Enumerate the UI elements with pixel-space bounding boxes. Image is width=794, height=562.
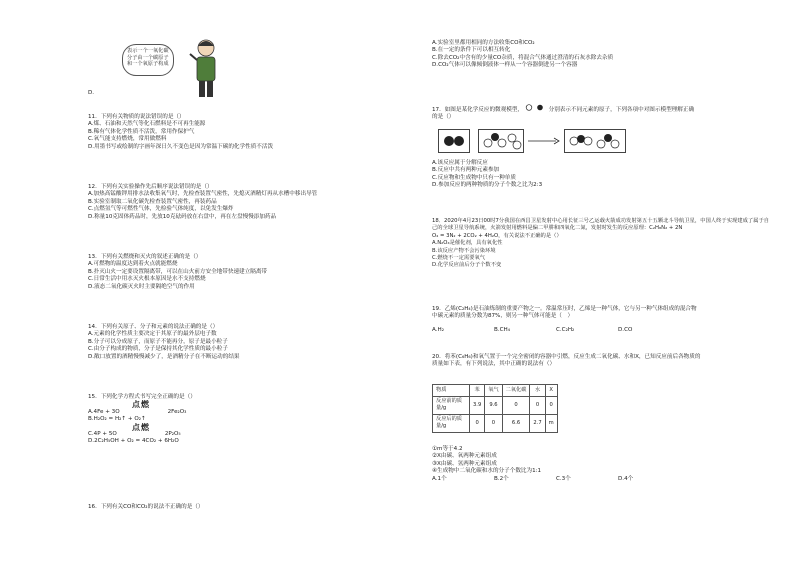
question-line: C.由分子构成的物质，分子是保持其化学性质的最小粒子: [88, 346, 228, 353]
question-line: 的是（）: [432, 114, 455, 121]
option-c-right: 2P₂O₅: [164, 431, 181, 438]
question-line: B.实验室制取二氧化碳先检查装置气密性，再装药品: [88, 198, 217, 205]
question-19: [432, 306, 697, 334]
table-cell: 0: [545, 397, 557, 415]
statement-line: ①m等于4.2: [432, 446, 463, 452]
question-14: [88, 324, 240, 361]
table-cell: 0: [485, 414, 502, 432]
question-line: 12．下列有关实验操作先后顺序说法错误的是（）: [88, 184, 213, 190]
table-header: 二氧化碳: [502, 385, 530, 397]
reactant-box-2: [478, 129, 524, 153]
question-line: B.扑灭山火一定要设置隔离带，可以在山火前方安全地带快速建立隔离带: [88, 268, 268, 275]
table-cell: 3.9: [470, 397, 485, 415]
option-line: B.反应中共有两种元素参加: [432, 167, 500, 174]
question-line: A.煤、石油和天然气等化石燃料是不可再生能源: [88, 121, 206, 128]
table-header: 物质: [433, 385, 470, 397]
product-molecules-icon: [565, 130, 625, 152]
statement-line: ④生成物中二氧化碳和水的分子个数比为1:1: [432, 468, 542, 475]
product-box: [564, 129, 626, 153]
table-cell: 0: [530, 397, 545, 415]
table-header-row: [433, 385, 558, 397]
question-line: A.元素的化学性质主要决定于其原子的最外层电子数: [88, 331, 217, 338]
option-b: B.CH₄: [494, 326, 510, 333]
q19-options: [432, 327, 697, 334]
arrow-icon: [528, 137, 560, 145]
table-cell: 9.6: [485, 397, 502, 415]
option-c: C.C₂H₂: [556, 326, 575, 333]
option-a: A.1个: [432, 475, 447, 482]
option-d: D.2C₂H₅OH + O₂ = 4CO₂ + 6H₂O: [88, 438, 179, 445]
question-line: 19．乙烯(C₂H₄)是石油炼制的重要产物之一。常温常压时，乙烯是一种气体，它与另一种气体组成的混合物: [432, 306, 697, 312]
option-line: D.参加反应的两种物质的分子个数之比为2:3: [432, 182, 543, 189]
question-line: D.液态二氧化碳灭火时主要隔绝空气的作用: [88, 283, 195, 290]
bubble-line: 表示一个一氧化碳: [127, 48, 169, 54]
statement-line: ②X由碳、氧两种元素组成: [432, 453, 497, 460]
option-a: A.H₂: [432, 326, 444, 333]
table-cell: 2.7: [530, 414, 545, 432]
table-cell: 6.6: [502, 414, 530, 432]
question-11: [88, 114, 273, 151]
question-12: [88, 184, 317, 221]
question-line: 15．下列化学方程式书写完全正确的是（）: [88, 394, 196, 400]
q20-options: [432, 476, 633, 483]
question-line: 质量如下表，有下列说法，其中正确的说法有（）: [432, 361, 556, 368]
question-20-statements: [432, 446, 633, 483]
reaction-model-diagram: [438, 129, 678, 155]
question-line: 18．2020年4月23日00时7分我国在西昌卫星发射中心用长征三号乙运载火箭成功发射第五十五颗北斗导航卫星，中国人终于实现建成了属于自: [432, 218, 770, 224]
question-line: A.加热高锰酸钾用排水法收集氧气时，先检查装置气密性，先熄灭酒精灯再从水槽中移出导管: [88, 191, 318, 198]
question-18: [432, 218, 769, 270]
question-17: [432, 104, 694, 122]
question-line: 14．下列有关原子、分子和元素的说法正确的是（）: [88, 324, 219, 330]
q17-title-b: 分别表示不同元素的原子，下列各项中对图示模型理解正确: [548, 107, 695, 113]
question-line: O₄ = 3N₂ + 2CO₂ + 4H₂O，有关说法不正确的是（）: [432, 232, 562, 239]
option-b: B.2个: [494, 475, 509, 482]
option-line: A.该反应属于分解反应: [432, 160, 488, 166]
question-15: [88, 394, 196, 446]
option-d-label: D.: [88, 90, 95, 96]
question-line: C.点燃氢气等可燃性气体，先检验气体纯度，以免发生爆炸: [88, 206, 234, 213]
table-header: 氧气: [485, 385, 502, 397]
option-a-right: 2Fe₂O₃: [167, 408, 187, 415]
table-cell: 反应前的质量/g: [433, 397, 470, 415]
mass-table: [432, 384, 558, 433]
option-line: C.除去CO₂中含有的少量CO杂质，将混合气体通过澄清的石灰水除去杂质: [432, 54, 614, 61]
question-line: D.称量10克固体药品时，先放10克砝码放在右盘中，再在左盘慢慢添加药品: [88, 213, 277, 220]
table-row: [433, 397, 558, 415]
question-line: C.燃烧不一定需要氧气: [432, 255, 486, 262]
table-cell: 0: [470, 414, 485, 432]
table-header: 水: [530, 385, 545, 397]
question-16-title: 16．下列有关CO和CO₂的说法不正确的是（）: [88, 504, 204, 510]
question-line: D.敞口放置的酒精慢慢减少了，是酒精分子在不断运动的结果: [88, 353, 240, 360]
question-line: D.化学反应前后分子个数不变: [432, 262, 502, 269]
ignite-condition: 点燃: [132, 422, 150, 432]
table-header: 苯: [470, 385, 485, 397]
question-line: B.稀有气体化学性质不活泼，常用作保护气: [88, 128, 195, 135]
option-line: C.反应物和生成物中只有一种单质: [432, 174, 516, 181]
black-atoms-icon: [439, 130, 469, 152]
bubble-line: 和一个氧原子构成: [127, 61, 169, 68]
q17-title-a: 17．如图是某化学反应的微观模型，: [432, 107, 524, 113]
table-cell: 反应后的质量/g: [433, 414, 470, 432]
question-line: 中碳元素的质量分数为87%，则另一种气体可能是（ ）: [432, 313, 574, 320]
option-c: [88, 431, 196, 438]
option-d: D.CO: [618, 326, 633, 333]
option-b: B.H₂O₂ = H₂↑ + O₂↑: [88, 416, 146, 423]
statement-line: ③X由碳、氢两种元素组成: [432, 460, 497, 467]
question-line: D.用墨书写或绘制的字画年深日久不变色是因为常温下碳的化学性质不活泼: [88, 143, 274, 150]
question-line: B.该反应产物不会污染环境: [432, 247, 496, 254]
table-cell: 0: [502, 397, 530, 415]
question-16-options: [432, 40, 613, 70]
option-c-left: C.4P + 5O: [88, 431, 117, 438]
question-13: [88, 254, 267, 291]
question-17-options: [432, 160, 542, 190]
question-line: 13．下列有关燃烧和灭火的叙述正确的是（）: [88, 254, 202, 260]
question-line: B.分子可以分成原子，而原子不能再分，原子是最小粒子: [88, 338, 228, 345]
question-line: 己的全球卫星导航系统，火箭发射用燃料是偏二甲肼和四氧化二氮，发射时发生的反应原理：C₂H₈N₂ + 2N: [432, 225, 683, 232]
question-line: A.N₂O₄是催化剂，具有氧化性: [432, 240, 503, 247]
option-line: D.CO₂气体可以像倾倒液体一样从一个容器倒进另一个容器: [432, 62, 578, 69]
table-header: X: [545, 385, 557, 397]
question-line: [432, 104, 694, 114]
table-row: [433, 414, 558, 432]
table-cell: m: [545, 414, 557, 432]
question-line: C.日常生活中用水灭火根本原因是水不支持燃烧: [88, 276, 206, 283]
bubble-line: 分子由一个碳原子: [127, 54, 169, 61]
question-20: [432, 354, 700, 369]
question-line: C.氧气能支持燃烧，常用做燃料: [88, 136, 167, 143]
option-line: A.实验室里都用相同的方法收集CO和CO₂: [432, 40, 535, 46]
question-line: 11．下列有关物质的说法错误的是（）: [88, 114, 185, 120]
atom-legend-icon: [525, 104, 547, 111]
question-line: 20．将苯(C₆H₆)和氧气置于一个完全密闭的容器中引燃，反应生成二氧化碳、水和X，已知反应前后各物质的: [432, 354, 701, 360]
reactant-box-1: [438, 129, 470, 153]
option-a-left: A.4Fe + 3O: [88, 408, 120, 415]
mixed-molecules-icon: [479, 130, 523, 152]
option-c: C.3个: [556, 475, 571, 482]
option-line: B.在一定的条件下可以相互转化: [432, 47, 511, 54]
student-figure-icon: [188, 36, 224, 100]
ignite-condition: 点燃: [132, 400, 150, 410]
question-line: A.可燃物的温度达到着火点就能燃烧: [88, 261, 178, 268]
option-d: D.4个: [618, 475, 634, 482]
speech-bubble: [122, 44, 174, 76]
